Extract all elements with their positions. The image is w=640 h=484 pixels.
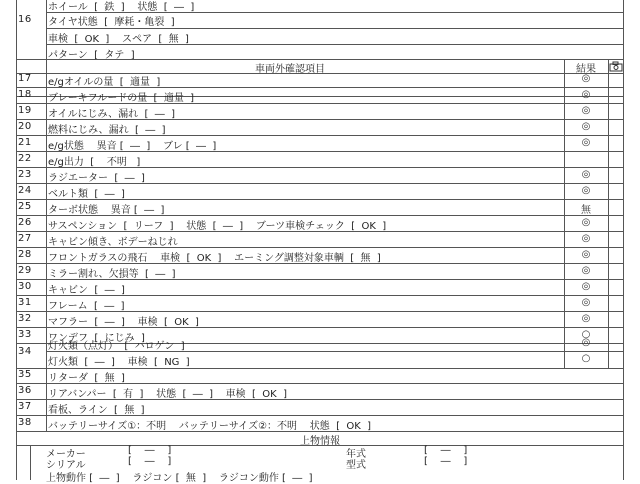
item-row xyxy=(16,280,624,296)
item-text: ミラー割れ、欠損等 [ ― ] xyxy=(48,269,176,280)
item-number: 31 xyxy=(18,297,32,308)
item-result: ◎ xyxy=(581,217,591,228)
item-number: 33 xyxy=(18,329,32,340)
item-row xyxy=(16,152,624,168)
section1-title: 車両外確認項目 xyxy=(255,64,325,75)
model-label: 型式 xyxy=(346,460,366,471)
item-result: ○ xyxy=(581,329,591,340)
model-value: [ ― ] xyxy=(424,456,468,467)
item-number: 27 xyxy=(18,233,32,244)
item-result: ◎ xyxy=(581,169,591,180)
item-row xyxy=(16,248,624,264)
item-34-result-0: ◎ xyxy=(581,337,591,348)
item-34-row xyxy=(16,336,624,369)
item-text: フレーム [ ― ] xyxy=(48,301,125,312)
item-text: サスペンション [ リーフ ] 状態 [ ― ] ブーツ車検チェック [ OK ] xyxy=(48,221,387,232)
serial-value: [ ― ] xyxy=(128,456,172,467)
item-result: ◎ xyxy=(581,89,591,100)
item-result: ◎ xyxy=(581,185,591,196)
item-result: ◎ xyxy=(581,233,591,244)
item-number: 25 xyxy=(18,201,32,212)
item-text: バッテリーサイズ①：不明 バッテリーサイズ②：不明 状態 [ OK ] xyxy=(48,421,372,432)
item-text: リアバンパー [ 有 ] 状態 [ ― ] 車検 [ OK ] xyxy=(48,389,287,400)
item-number: 20 xyxy=(18,121,32,132)
item-result: 無 xyxy=(581,205,591,216)
item-text: 燃料にじみ、漏れ [ ― ] xyxy=(48,125,166,136)
item-row xyxy=(16,104,624,120)
item-result: ◎ xyxy=(581,281,591,292)
item-text: オイルにじみ、漏れ [ ― ] xyxy=(48,109,175,120)
item-row xyxy=(16,88,624,104)
item-number: 30 xyxy=(18,281,32,292)
item-row xyxy=(16,168,624,184)
item-number: 22 xyxy=(18,153,32,164)
item-34-line-0: 灯火類（点灯） [ ハロゲン ] xyxy=(48,341,185,352)
item-text: ベルト類 [ ― ] xyxy=(48,189,125,200)
item-number: 19 xyxy=(18,105,32,116)
maker-value: [ ― ] xyxy=(128,445,172,456)
item-result: ◎ xyxy=(581,313,591,324)
item-text: ラジエーター [ ― ] xyxy=(48,173,145,184)
item-number: 23 xyxy=(18,169,32,180)
item-row xyxy=(16,368,624,384)
item-text: キャビン傾き、ボデーねじれ xyxy=(48,237,178,248)
item-result: ◎ xyxy=(581,249,591,260)
item-row xyxy=(16,384,624,400)
top-line-3: パターン [ タテ ] xyxy=(48,50,135,61)
item-number: 21 xyxy=(18,137,32,148)
item-result: ◎ xyxy=(581,137,591,148)
item-number: 28 xyxy=(18,249,32,260)
maker-label: メーカー xyxy=(46,449,86,460)
item-text: e/gオイルの量 [ 適量 ] xyxy=(48,77,161,88)
item-number: 32 xyxy=(18,313,32,324)
item-row xyxy=(16,136,624,152)
item-row xyxy=(16,72,624,88)
item-text: e/g状態 異音 [ ― ] ブレ [ ― ] xyxy=(48,141,217,152)
item-number: 38 xyxy=(18,417,32,428)
item-row xyxy=(16,120,624,136)
top-line-0: ホイール [ 鉄 ] 状態 [ ― ] xyxy=(48,2,195,13)
top-line-2: 車検 [ OK ] スペア [ 無 ] xyxy=(48,34,189,45)
year-label: 年式 xyxy=(346,449,366,460)
item-number: 36 xyxy=(18,385,32,396)
item-text: ブレーキフルードの量 [ 適量 ] xyxy=(48,93,195,104)
item-34-result-1: ○ xyxy=(581,353,591,364)
item-result: ◎ xyxy=(581,265,591,276)
item-row xyxy=(16,232,624,248)
item-result: ◎ xyxy=(581,105,591,116)
section2-header xyxy=(16,432,624,446)
section2-body xyxy=(16,445,624,484)
result-header: 結果 xyxy=(576,64,596,75)
item-number: 37 xyxy=(18,401,32,412)
item-row xyxy=(16,416,624,432)
item-result: ◎ xyxy=(581,73,591,84)
item-row xyxy=(16,296,624,312)
item-number: 26 xyxy=(18,217,32,228)
item-row xyxy=(16,312,624,328)
serial-label: シリアル xyxy=(46,460,86,471)
item-row xyxy=(16,184,624,200)
item-row xyxy=(16,216,624,232)
upper-operation-line: 上物動作 [ ― ] ラジコン [ 無 ] ラジコン動作 [ ― ] xyxy=(46,473,313,484)
item-row xyxy=(16,400,624,416)
item-row xyxy=(16,264,624,280)
item-number: 34 xyxy=(18,346,32,357)
item-result: ◎ xyxy=(581,121,591,132)
item-number: 35 xyxy=(18,369,32,380)
item-text: ターボ状態 異音 [ ― ] xyxy=(48,205,165,216)
inspection-sheet xyxy=(16,0,624,484)
item-row xyxy=(16,200,624,216)
item-number: 24 xyxy=(18,185,32,196)
item-text: キャビン [ ― ] xyxy=(48,285,125,296)
item-text: e/g出力 [ 不明 ] xyxy=(48,157,141,168)
item-text: フロントガラスの飛石 車検 [ OK ] エーミング調整対象車輌 [ 無 ] xyxy=(48,253,381,264)
item-number: 29 xyxy=(18,265,32,276)
item-number: 16 xyxy=(18,14,32,25)
item-number: 18 xyxy=(18,89,32,100)
year-value: [ ― ] xyxy=(424,445,468,456)
item-text: リターダ [ 無 ] xyxy=(48,373,125,384)
item-number: 17 xyxy=(18,73,32,84)
item-text: マフラー [ ― ] 車検 [ OK ] xyxy=(48,317,199,328)
item-34-line-1: 灯火類 [ ― ] 車検 [ NG ] xyxy=(48,357,190,368)
section2-title: 上物情報 xyxy=(300,436,340,447)
item-text: ワンデフ [ にじみ ] xyxy=(48,333,145,344)
item-text: 看板、ライン [ 無 ] xyxy=(48,405,145,416)
item-result: ◎ xyxy=(581,297,591,308)
top-line-1: タイヤ状態 [ 摩耗・亀裂 ] xyxy=(48,17,175,28)
